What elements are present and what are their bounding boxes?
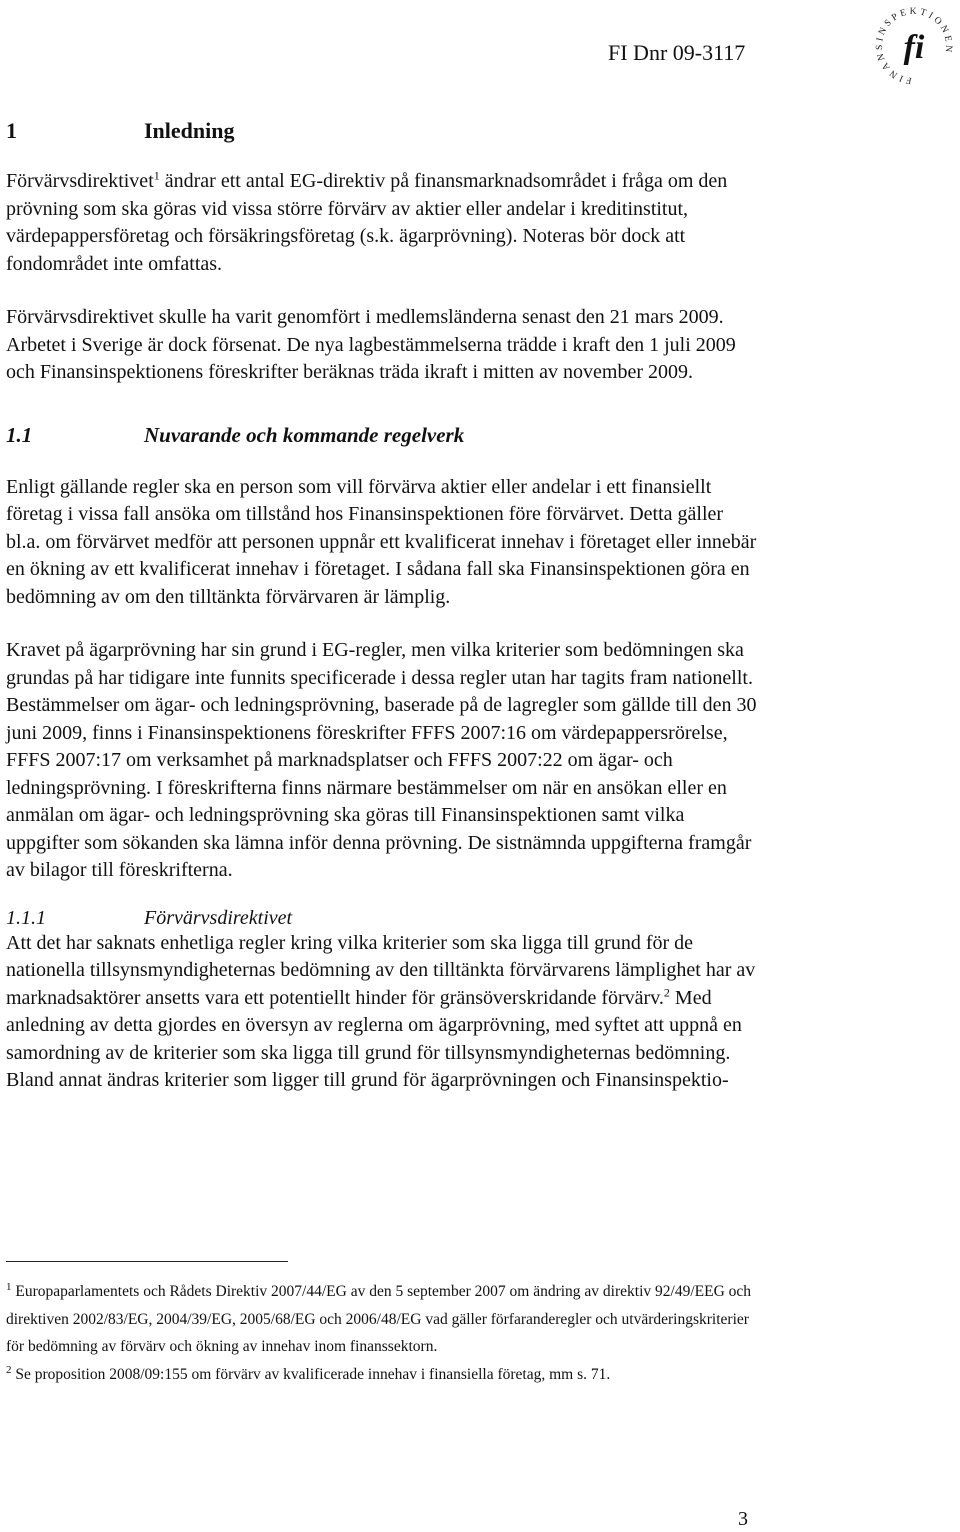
page-number: 3: [738, 1508, 748, 1530]
footnotes: [6, 1278, 758, 1388]
footnote-reference: 2: [663, 984, 670, 999]
footnote-number: 1: [6, 1280, 12, 1293]
paragraph-text: ändrar ett antal EG-direktiv på finansmarknadsområdet i fråga om den prövning som ska göras vid vissa större förvärv av aktier eller andelar i kreditinstitut, värdepappersföretag och försäkringsföretag (s.k. ägarprövning). Noteras bör dock att fondområdet inte omfattas.: [6, 170, 728, 275]
footnote-text: Se proposition 2008/09:155 om förvärv av kvalificerade innehav i finansiella företag, mm s. 71.: [11, 1365, 611, 1383]
svg-text:FINANSINSPEKTIONEN: FINANSINSPEKTIONEN: [874, 6, 954, 86]
svg-text:fi: fi: [903, 29, 925, 66]
subsubsection-number: 1.1.1: [6, 906, 46, 929]
paragraph: Förvärvsdirektivet skulle ha varit genomfört i medlemsländerna senast den 21 mars 2009. Arbetet i Sverige är dock försenat. De nya lagbestämmelserna trädde i kraft den 1 juli 2009 och Finansinspektionens föreskrifter beräknas träda ikraft i mitten av november 2009.: [6, 306, 736, 383]
section-title: Inledning: [144, 118, 235, 143]
paragraph-text: Med anledning av detta gjordes en översyn av reglerna om ägarprövning, med syftet att uppnå en samordning av de kriterier som ska ligga till grund för tillsynsmyndigheternas bedömning. Bland annat ändras kriterier som ligger till grund för ägarprövningen och Finansinspektio-: [6, 986, 742, 1091]
footnote-reference: 1: [153, 168, 160, 183]
document-reference: FI Dnr 09-3117: [608, 40, 746, 65]
subsection-title: Nuvarande och kommande regelverk: [144, 422, 465, 447]
footnote-text: Europaparlamentets och Rådets Direktiv 2007/44/EG av den 5 september 2007 om ändring av direktiv 92/49/EEG och direktiven 2002/83/EG, 2004/39/EG, 2005/68/EG och 2006/48/EG vad gäller förfaranderegler och utvärderingskriterier för bedömning av förvärv och ökning av innehav inom finanssektorn.: [6, 1283, 752, 1355]
section-heading: [6, 118, 758, 144]
finansinspektionen-logo: [868, 0, 960, 92]
paragraph-text: Att det har saknats enhetliga regler kring vilka kriterier som ska ligga till grund för de nationella tillsynsmyndigheternas bedömning av den tilltänkta förvärvarens lämplighet har av marknadsaktörer ansetts vara ett potentiellt hinder för gränsöverskridande förvärv.: [6, 931, 756, 1009]
subsubsection-title: Förvärvsdirektivet: [144, 906, 293, 929]
footnote: [6, 1361, 758, 1389]
paragraph-text: Förvärvsdirektivet: [6, 170, 154, 192]
subsection-number: 1.1: [6, 422, 33, 447]
paragraph: [6, 930, 758, 1095]
subsection-heading: [6, 423, 758, 448]
footnote-separator: [6, 1261, 288, 1262]
footnote-number: 2: [6, 1363, 12, 1376]
document-body: [6, 118, 758, 1095]
section-number: 1: [6, 118, 17, 143]
paragraph: [6, 168, 758, 278]
paragraph: Enligt gällande regler ska en person som vill förvärva aktier eller andelar i ett finansiellt företag i vissa fall ansöka om tillstånd hos Finansinspektionen före förvärvet. Detta gäller bl.a. om förvärvet medför att personen uppnår ett kvalificerat innehav i företaget eller innebär en ökning av ett kvalificerat innehav i företaget. I sådana fall ska Finansinspektionen göra en bedömning av om den tilltänkta förvärvaren är lämplig.: [6, 475, 757, 608]
footnote: [6, 1278, 758, 1361]
paragraph: Kravet på ägarprövning har sin grund i EG-regler, men vilka kriterier som bedömningen ska grundas på har tidigare inte funnits specificerade i dessa regler utan har tagits fram nationellt. Bestämmelser om ägar- och ledningsprövning, baserade på de lagregler som gällde till den 30 juni 2009, finns i Finansinspektionens föreskrifter FFFS 2007:16 om värdepappersrörelse, FFFS 2007:17 om verksamhet på marknadsplatser och FFFS 2007:22 om ägar- och ledningsprövning. I föreskrifterna finns närmare bestämmelser om när en ansökan eller en anmälan om ägar- och ledningsprövning ska göras till Finansinspektionen samt vilka uppgifter som sökanden ska lämna inför denna prövning. De sistnämnda uppgifterna framgår av bilagor till föreskrifterna.: [6, 639, 757, 881]
subsubsection-heading: [6, 907, 758, 930]
